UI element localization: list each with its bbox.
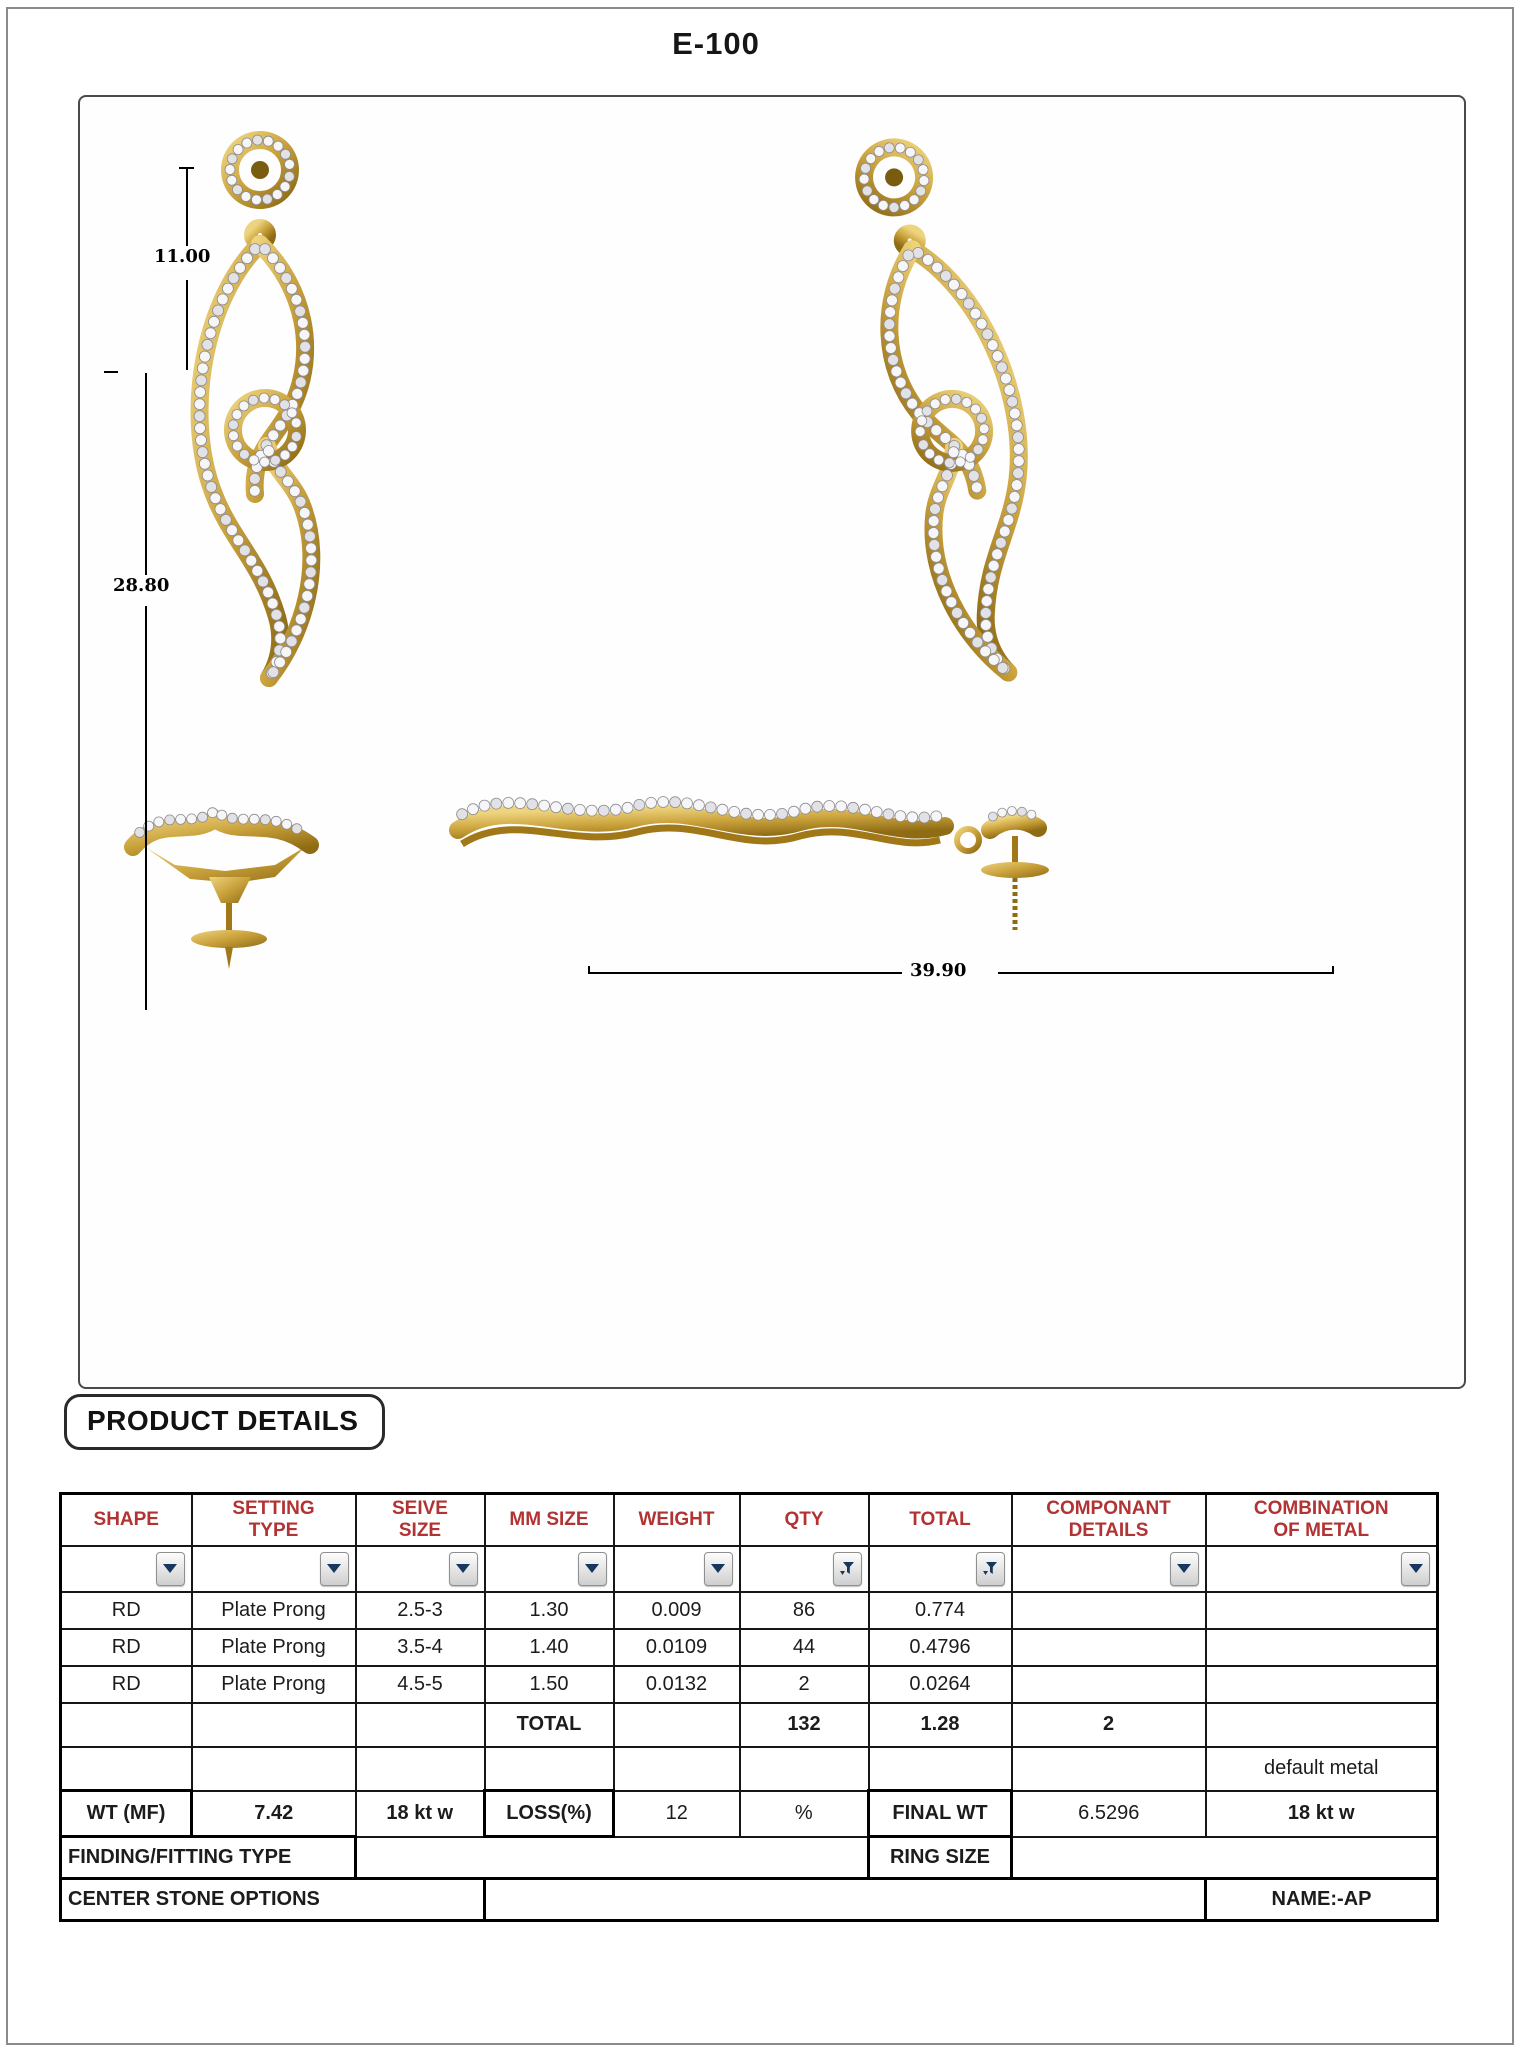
dropdown-arrow-icon <box>1409 1564 1423 1573</box>
wt-mf-label: WT (MF) <box>61 1791 192 1837</box>
filter-row <box>61 1546 1438 1592</box>
final-wt-value: 6.5296 <box>1012 1791 1206 1837</box>
page-title: E-100 <box>672 26 760 61</box>
cell-shape: RD <box>61 1592 192 1629</box>
cell-setting-type: Plate Prong <box>192 1592 356 1629</box>
dropdown-arrow-icon <box>585 1564 599 1573</box>
dropdown-arrow-icon <box>711 1564 725 1573</box>
total-weight: 1.28 <box>869 1703 1012 1747</box>
funnel-filter-icon <box>982 1561 998 1577</box>
filter-button-qty[interactable] <box>833 1552 862 1586</box>
dim-line-width-left <box>590 972 902 974</box>
dim-line-width-right <box>998 972 1334 974</box>
final-metal-karat: 18 kt w <box>1206 1791 1438 1837</box>
designer-name-cell: NAME:-AP <box>1206 1879 1438 1921</box>
center-stone-options-label: CENTER STONE OPTIONS <box>61 1879 485 1921</box>
cell-qty: 86 <box>740 1592 869 1629</box>
filter-button-shape[interactable] <box>156 1552 185 1586</box>
data-row <box>61 1666 1438 1703</box>
cell-seive-size: 2.5-3 <box>356 1592 485 1629</box>
cell-componant-details <box>1012 1592 1206 1629</box>
cell-total: 0.4796 <box>869 1629 1012 1666</box>
cell-combination-of-metal <box>1206 1592 1438 1629</box>
dim-line-stud-height-bottom <box>186 280 188 370</box>
dim-label-stud-height: 11.00 <box>154 246 211 267</box>
metal-karat: 18 kt w <box>356 1791 485 1837</box>
filter-button-weight[interactable] <box>704 1552 733 1586</box>
filter-button-mm-size[interactable] <box>578 1552 607 1586</box>
loss-value: 12 <box>614 1791 740 1837</box>
ring-size-label: RING SIZE <box>869 1837 1012 1879</box>
dim-label-total-height: 28.80 <box>113 575 170 596</box>
cell-componant-details <box>1012 1629 1206 1666</box>
dropdown-arrow-icon <box>327 1564 341 1573</box>
data-row <box>61 1592 1438 1629</box>
filter-button-seive-size[interactable] <box>449 1552 478 1586</box>
finding-fitting-type-label: FINDING/FITTING TYPE <box>61 1837 356 1879</box>
weight-row <box>61 1791 1438 1837</box>
cell-qty: 2 <box>740 1666 869 1703</box>
earring-side-view-profile <box>440 752 1060 962</box>
dropdown-arrow-icon <box>456 1564 470 1573</box>
default-metal-row <box>61 1747 1438 1791</box>
finding-row <box>61 1837 1438 1879</box>
cell-total: 0.774 <box>869 1592 1012 1629</box>
cell-weight: 0.0132 <box>614 1666 740 1703</box>
cell-mm-size: 1.40 <box>485 1629 614 1666</box>
cell-weight: 0.009 <box>614 1592 740 1629</box>
product-details-heading: PRODUCT DETAILS <box>64 1394 385 1450</box>
header-combination-of-metal: COMBINATION OF METAL <box>1206 1494 1438 1546</box>
cell-combination-of-metal <box>1206 1629 1438 1666</box>
earring-front-view-left <box>165 112 385 732</box>
filter-button-componant-details[interactable] <box>1170 1552 1199 1586</box>
total-row <box>61 1703 1438 1747</box>
funnel-filter-icon <box>839 1561 855 1577</box>
final-wt-label: FINAL WT <box>869 1791 1012 1837</box>
header-mm-size: MM SIZE <box>485 1494 614 1546</box>
cell-weight: 0.0109 <box>614 1629 740 1666</box>
cell-mm-size: 1.30 <box>485 1592 614 1629</box>
dim-line-stud-height-top <box>186 169 188 253</box>
earring-side-view-small <box>115 775 335 985</box>
total-qty: 132 <box>740 1703 869 1747</box>
dim-label-width: 39.90 <box>910 960 967 981</box>
total-label: TOTAL <box>485 1703 614 1747</box>
dim-tick <box>104 371 118 373</box>
cell-componant-details <box>1012 1666 1206 1703</box>
header-total: TOTAL <box>869 1494 1012 1546</box>
header-setting-type: SETTING TYPE <box>192 1494 356 1546</box>
center-stone-row <box>61 1879 1438 1921</box>
default-metal-cell: default metal <box>1206 1747 1438 1791</box>
total-components: 2 <box>1012 1703 1206 1747</box>
dim-line-total-height-top <box>145 373 147 579</box>
dim-line-total-height-bottom <box>145 606 147 1010</box>
cell-qty: 44 <box>740 1629 869 1666</box>
table-header-row <box>61 1494 1438 1546</box>
filter-button-total[interactable] <box>976 1552 1005 1586</box>
cell-mm-size: 1.50 <box>485 1666 614 1703</box>
cell-shape: RD <box>61 1666 192 1703</box>
dropdown-arrow-icon <box>1177 1564 1191 1573</box>
header-shape: SHAPE <box>61 1494 192 1546</box>
filter-button-combination-of-metal[interactable] <box>1401 1552 1430 1586</box>
loss-label: LOSS(%) <box>485 1791 614 1837</box>
cell-shape: RD <box>61 1629 192 1666</box>
product-spec-table <box>59 1492 1439 1922</box>
header-componant-details: COMPONANT DETAILS <box>1012 1494 1206 1546</box>
dim-tick <box>1332 966 1334 974</box>
dropdown-arrow-icon <box>163 1564 177 1573</box>
cell-setting-type: Plate Prong <box>192 1629 356 1666</box>
cell-seive-size: 3.5-4 <box>356 1629 485 1666</box>
loss-unit: % <box>740 1791 869 1837</box>
cell-total: 0.0264 <box>869 1666 1012 1703</box>
header-weight: WEIGHT <box>614 1494 740 1546</box>
filter-button-setting-type[interactable] <box>320 1552 349 1586</box>
cell-seive-size: 4.5-5 <box>356 1666 485 1703</box>
wt-mf-value: 7.42 <box>192 1791 356 1837</box>
header-seive-size: SEIVE SIZE <box>356 1494 485 1546</box>
data-row <box>61 1629 1438 1666</box>
cell-combination-of-metal <box>1206 1666 1438 1703</box>
header-qty: QTY <box>740 1494 869 1546</box>
cell-setting-type: Plate Prong <box>192 1666 356 1703</box>
